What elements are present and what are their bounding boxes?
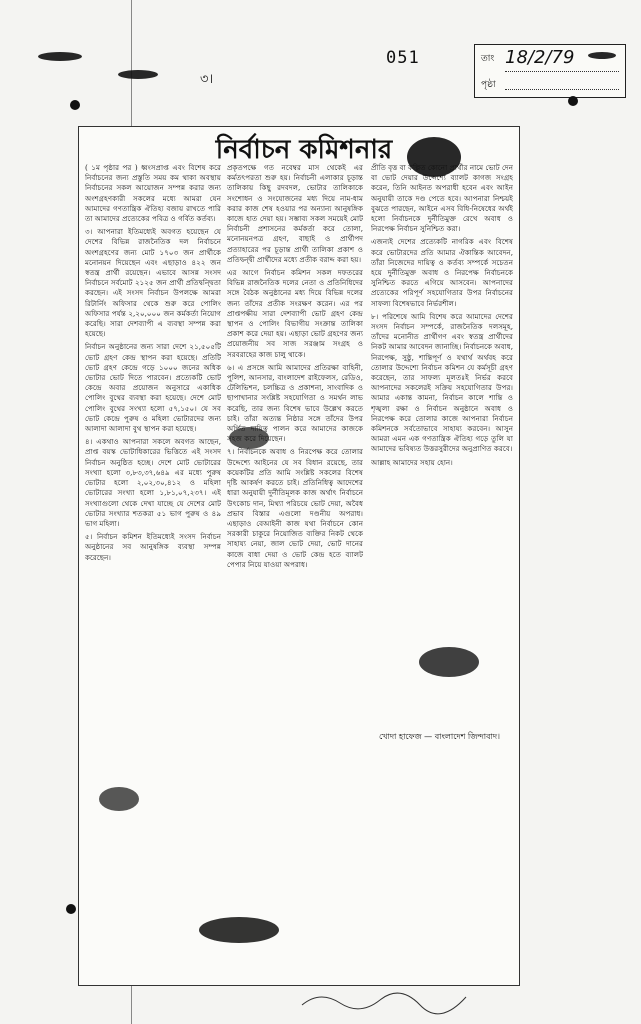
article-signature: খোদা হাফেজ — বাংলাদেশ জিন্দাবাদ। [379,732,500,741]
stamp-line [505,71,619,72]
paragraph: ৮। পরিশেষে আমি বিশেষ করে আমাদের দেশের সংসদ নির্বাচন সম্পর্কে, রাজনৈতিক দলসমূহ, তাঁদের মনোনীত প্রার্থীগণ এবং স্বতন্ত্র প্রার্থীদের নিকট আমার আবেদন জানাচ্ছি। নির্বাচনকে অবাধ, নিরপেক্ষ, সুষ্ঠু, শান্তিপূর্ণ ও যথার্থ অর্থবহ করে তোলার উদ্দেশ্যে নির্বাচন কমিশন যে কর্মসূচী গ্রহণ করেছেন, তার সাফল্য মূলতঃই নির্ভর করবে আপনাদের সকলেরই সক্রিয় সহযোগিতার উপর। আমার একান্ত কামনা, নির্বাচন কালে শান্তি ও শৃঙ্খলা রক্ষা ও নির্বাচন অনুষ্ঠানে অবাধ ও নিরপেক্ষ করে তোলার কাজে আপনারা নির্বাচন কমিশনকে সর্বতোভাবে সাহায্য করবেন। আসুন আমরা এমন এক গণতান্ত্রিক ঐতিহ্য গড়ে তুলি যা আমাদের ভবিষ্যত উত্তরসুরীদের অনুপ্রাণিত করবে। [371,311,513,454]
stamp-date-value: 18/2/79 [505,47,575,68]
page-number: 051 [386,48,420,68]
article-column-3 [371,163,513,739]
ink-smudge [38,52,82,61]
ink-smudge [118,70,158,79]
stamp-line [505,89,619,90]
article-column-1 [85,163,221,975]
paragraph: ৪। একথাও আপনারা সকলে অবগত আছেন, প্রাপ্ত বয়স্ক ভোটাধিকারের ভিত্তিতে এই সংসদ নির্বাচন অনুষ্ঠিত হচ্ছে। দেশে মোট ভোটারের সংখ্যা হলো ৩,৮৩,৩৭,৬৪৯ এর মধ্যে পুরুষ ভোটার হলো ২,০২,৩০,৪১২ ও মহিলা ভোটারের সংখ্যা হলো ১,৮১,০৭,২৩৭। এই সংখ্যাগুলো থেকে দেখা যাচ্ছে যে দেশের মোট ভোটার সংখ্যার শতকরা ৫১ ভাগ পুরুষ ও ৪৯ ভাগ মহিলা। [85,437,221,528]
punch-hole [70,100,80,110]
paragraph: প্রীতি বৃত্ত বা কল্পিত কোনো প্রার্থীর নামে ভোট দেন বা ভোট দেয়ার উদ্দেশ্যে ব্যালট কাগজ সংগ্রহ করেন, তিনি আইনত অপরাধী হবেন এবং আইন অনুযায়ী তাকে দণ্ড পেতে হবে। আপনারা নিশ্চয়ই বুঝতে পারছেন, আইনে এসব বিধি-নিষেধের অর্থই হলো নির্বাচনকে দুর্নীতিমুক্ত রেখে অবাধ ও নিরপেক্ষ নির্বাচন সুনিশ্চিত করা। [371,163,513,234]
punch-hole [66,904,76,914]
paragraph: এর আগে নির্বাচন কমিশন সকল দফতরের বিভিন্ন রাজনৈতিক দলের নেতা ও প্রতিনিধিদের সঙ্গে বৈঠক অনুষ্ঠানের মধ্য দিয়ে বিভিন্ন দলের জন্য তাঁদের প্রতীক সংরক্ষণ করেন। এর পর প্রাপ্তপক্ষীয় সারা দেশব্যাপী ভোট গ্রহণ কেন্দ্র স্থাপন ও পোলিং বিভাগীয় সংক্রান্ত তালিকা প্রকাশ করে দেয়া হয়। এছাড়া ভোট গ্রহণের জন্য প্রয়োজনীয় সব সাজ সরঞ্জাম সংগ্রহ ও সরবরাহের কাজ চালু থাকে। [227,268,363,359]
page-mark: ৩। [200,72,214,87]
paragraph: ( ১ম পৃষ্ঠার পর ) ধ্বংসপ্রাপ্ত এবং বিশেষ করে নির্বাচনের জন্য প্রস্তুতি সময় কম থাকা অবস্থায় নির্বাচনের সকল আয়োজন সম্পন্ন করার জন্য অংশগ্রহণকারী সকলের মধ্যে আমরা যেন আমাদের গণতান্ত্রিক ঐতিহ্য বজায় রাখতে পারি তা আমাদের প্রত্যেকের পবিত্র ও গর্বিত কর্তব্য। [85,163,221,224]
paragraph: আল্লাহ আমাদের সহায় হোন। [371,457,453,467]
paragraph: ৭। নির্বাচনকে অবাধ ও নিরপেক্ষ করে তোলার উদ্দেশ্যে আইনের যে সব বিধান রয়েছে, তার কয়েকটির প্রতি আমি সংশ্লিষ্ট সকলের বিশেষ দৃষ্টি আকর্ষণ করতে চাই। প্রতিনিধিত্ব আদেশের ধারা অনুযায়ী দুর্নীতিমূলক কাজ অর্থাৎ নির্বাচনে উৎকোচ দান, মিথ্যা পরিচয়ে ভোট দেয়া, অবৈধ প্রভাব বিস্তার এগুলো দণ্ডনীয় অপরাধ। এছাড়াও বেআইনী কাজ যথা নির্বাচনে কোন সরকারী চাকুরে নিয়োজিত ব্যক্তির নিকট থেকে সাহায্য নেয়া, জাল ভোট দেয়া, ভোট দানের কাজে বাধা দেয়া ও ভোট কেন্দ্র হতে ব্যালট পেপার নিয়ে যাওয়া অপরাধ। [227,447,363,569]
paragraph: নির্বাচন অনুষ্ঠানের জন্য সারা দেশে ২১,৫০৫টি ভোট গ্রহণ কেন্দ্র স্থাপন করা হয়েছে। প্রতিটি ভোট গ্রহণ কেন্দ্রে গড়ে ১০০০ জনের অধিক ভোটার ভোট দিতে পারবেন। প্রত্যেকটি ভোট কেন্দ্রে অবার প্রয়োজন অনুসারে একাধিক পোলিং বুথের ব্যবস্থা করা হয়েছে। দেশে মোট পোলিং বুথের সংখ্যা হলো ৫৭,১৫০। যে সব ভোট কেন্দ্রে পুরুষ ও মহিলা ভোটারদের জন্য আলাদা আলাদা বুথ স্থাপন করা হয়েছে। [85,342,221,434]
article-column-2 [227,163,363,975]
paragraph: এজন্যই দেশের প্রত্যেকটি নাগরিক এবং বিশেষ করে ভোটারদের প্রতি আমার ঐকান্তিক আবেদন, তাঁরা নিজেদের দায়িত্ব ও কর্তব্য সম্পর্কে সচেতন হয়ে দুর্নীতিমুক্ত অবাধ ও নিরপেক্ষ নির্বাচনকে সুনিশ্চিত করতে এগিয়ে আসবেন। আপনাদের প্রত্যেকের পরিপূর্ণ সহযোগিতার উপর নির্বাচনের সাফল্য বিশেষভাবে নির্ভরশীল। [371,237,513,308]
stamp-date-label: তাং [481,54,495,64]
newspaper-clipping [78,126,520,986]
paragraph: ৬। এ প্রসঙ্গে আমি আমাদের প্রতিরক্ষা বাহিনী, পুলিশ, আনসার, বাংলাদেশ রাইফেলস, রেডিও, টেলিভিশন, চলচ্চিত্র ও প্রকাশনা, সাংবাদিক ও ছাপাখানার সংশ্লিষ্ট সহযোগিতা ও সমর্থন লাভ করেছি, তার জন্য বিশেষ ভাবে উল্লেখ করতে চাই। তাঁরা অত্যন্ত নিষ্ঠার সঙ্গে তাঁদের উপর অর্পিত দায়িত্ব পালন করে আমাদের কাজকে সহজ করে দিয়েছেন। [227,362,363,444]
punch-hole [568,96,578,106]
ink-smudge [588,52,616,59]
stamp-page-label: পৃষ্ঠা [481,80,496,90]
headline: নির্বাচন কমিশনার [215,135,393,165]
paragraph: প্রকৃতপক্ষে গত নবেম্বর মাস থেকেই এর কর্মতৎপরতা শুরু হয়। নির্বাচনী এলাকার চূড়ান্ত তালিকায় কিছু রদবদল, ভোটার তালিকাকে সংশোধন ও সংযোজনের মধ্য দিয়ে নাম-ধাম করার কাজ শেষ হওয়ার পর অন্যান্য আনুষঙ্গিক কাজে হাত দেয়া হয়। সম্ভাব্য সকল সময়েই মোট নির্বাচনী প্রশাসনের কর্মকর্তা করে তোলা, মনোনয়নপত্র গ্রহণ, বাছাই ও প্রার্থীপদ প্রত্যাহারের পর চূড়ান্ত প্রার্থী তালিকা প্রকাশ ও প্রতিদ্বন্দ্বী প্রার্থীদের মধ্যে প্রতীক বরাদ্দ করা হয়। [227,163,363,264]
paragraph: ৫। নির্বাচন কমিশন ইতিমধ্যেই সংসদ নির্বাচন অনুষ্ঠানের সব আনুষঙ্গিক ব্যবস্থা সম্পন্ন করেছেন। [85,532,221,562]
handwritten-scribble [300,985,470,1015]
paragraph: ৩। আপনারা ইতিমধ্যেই অবগত হয়েছেন যে দেশের বিভিন্ন রাজনৈতিক দল নির্বাচনে অংশগ্রহণের জন্য মোট ১৭০৩ জন প্রার্থীকে মনোনয়ন দিয়েছেন এবং এছাড়াও ৪২২ জন স্বতন্ত্র প্রার্থী রয়েছেন। এভাবে আসন্ন সংসদ নির্বাচনে সর্বমোট ২১২৫ জন প্রার্থী প্রতিদ্বন্দ্বিতা করছেন। এই সংসদ নির্বাচন উপলক্ষে আমরা রিটার্নিং অফিসার থেকে শুরু করে পোলিং অফিসার পর্যন্ত ২,২০,০০০ জন কর্মকর্তা নিয়োগ করেছি। সারা দেশব্যাপী এ ব্যবস্থা সম্পন্ন করা হয়েছে। [85,227,221,339]
